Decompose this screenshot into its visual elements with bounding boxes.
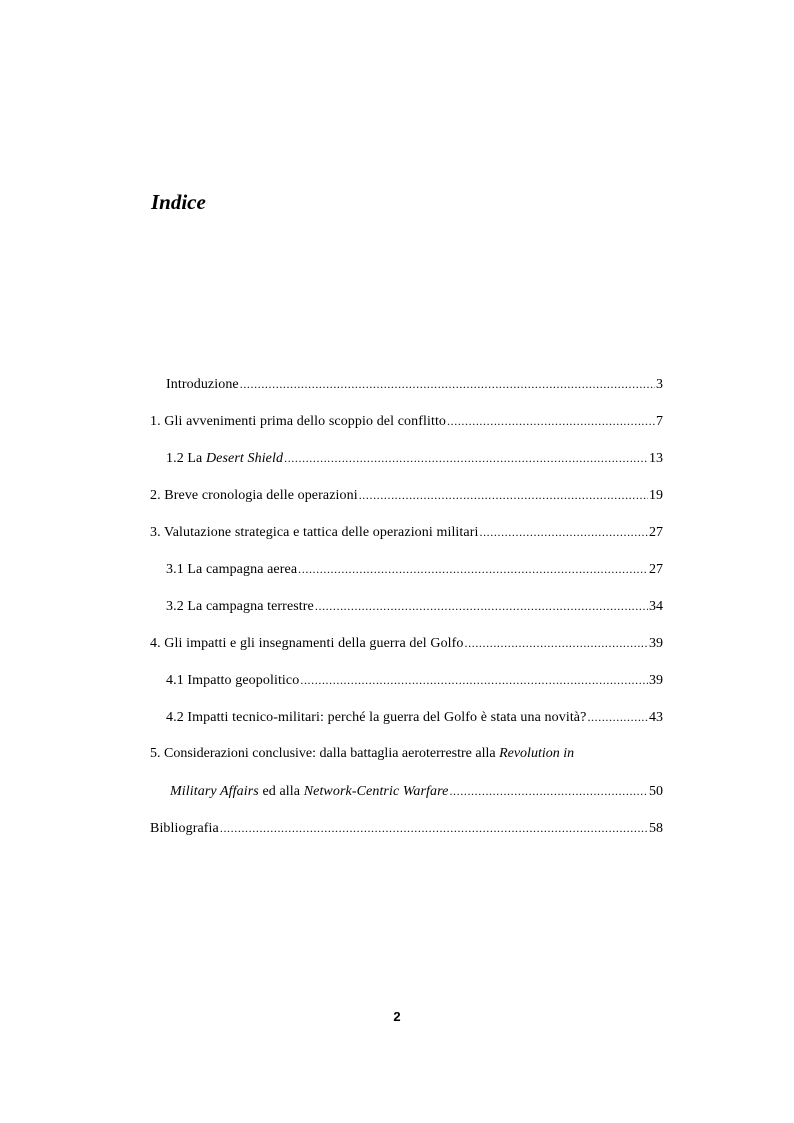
dot-leader	[587, 703, 648, 732]
toc-entry-page: 39	[649, 673, 663, 688]
toc-entry-page: 13	[649, 451, 663, 466]
toc-entry-chapter-5-line-2[interactable]	[150, 777, 663, 814]
toc-entry-label-prefix: 1.2 La	[166, 451, 206, 466]
toc-entry-label	[170, 778, 448, 806]
toc-entry-chapter-4[interactable]	[150, 629, 663, 666]
dot-leader	[465, 629, 648, 658]
toc-entry-label: 4.1 Impatto geopolitico	[166, 673, 300, 688]
dot-leader	[240, 370, 655, 399]
toc-entry-label: 3. Valutazione strategica e tattica delle operazioni militari	[150, 525, 479, 540]
toc-entry-label: 1. Gli avvenimenti prima dello scoppio del conflitto	[150, 414, 447, 429]
toc-entry-label-prefix: 5. Considerazioni conclusive: dalla battaglia aeroterrestre alla	[150, 746, 500, 761]
dot-leader	[315, 592, 648, 621]
dot-leader	[449, 777, 648, 806]
toc-entry-label: 3.2 La campagna terrestre	[166, 599, 314, 614]
toc-entry-bibliografia[interactable]	[150, 814, 663, 851]
dot-leader	[447, 407, 655, 436]
toc-entry-page: 27	[649, 525, 663, 540]
toc-entry-chapter-2[interactable]	[150, 481, 663, 518]
toc-entry-page: 34	[649, 599, 663, 614]
page-title: Indice	[151, 190, 206, 214]
toc-entry-page: 43	[649, 710, 663, 725]
toc-entry-section-1-2[interactable]	[150, 444, 663, 481]
toc-entry-label-italic: Desert Shield	[205, 451, 284, 466]
dot-leader	[359, 481, 648, 510]
toc-entry-label: Bibliografia	[150, 821, 219, 836]
toc-entry-section-3-1[interactable]	[150, 555, 663, 592]
toc-entry-page: 19	[649, 488, 663, 503]
toc-entry-chapter-1[interactable]	[150, 407, 663, 444]
toc-entry-section-4-1[interactable]	[150, 666, 663, 703]
toc-entry-page: 27	[649, 562, 663, 577]
toc-entry-page: 50	[649, 784, 663, 799]
toc-entry-section-4-2[interactable]	[150, 703, 663, 740]
dot-leader	[479, 518, 648, 547]
toc-entry-label: Introduzione	[166, 377, 239, 392]
toc-entry-section-3-2[interactable]	[150, 592, 663, 629]
toc-entry-label-italic-a: Military Affairs	[170, 784, 259, 799]
toc-entry-page: 58	[649, 821, 663, 836]
dot-leader	[298, 555, 648, 584]
toc-entry-label: 4. Gli impatti e gli insegnamenti della guerra del Golfo	[150, 636, 464, 651]
toc-entry-page: 3	[656, 377, 663, 392]
dot-leader	[300, 666, 648, 695]
toc-entry-chapter-3[interactable]	[150, 518, 663, 555]
page-number: 2	[393, 1009, 401, 1024]
toc-entry-chapter-5-line-1[interactable]	[150, 740, 663, 777]
dot-leader	[284, 444, 648, 473]
toc-entry-introduzione[interactable]	[150, 370, 663, 407]
toc-entry-label: 2. Breve cronologia delle operazioni	[150, 488, 358, 503]
toc-entry-label: 3.1 La campagna aerea	[166, 562, 298, 577]
dot-leader	[220, 814, 648, 843]
toc-entry-label-italic: Revolution in	[499, 746, 575, 761]
table-of-contents	[150, 370, 663, 851]
toc-entry-label-italic-b: Network-Centric Warfare	[303, 784, 449, 799]
toc-entry-label-mid: ed alla	[258, 784, 304, 799]
toc-entry-page: 39	[649, 636, 663, 651]
toc-entry-label	[166, 445, 283, 473]
toc-entry-label: 4.2 Impatti tecnico-militari: perché la guerra del Golfo è stata una novità?	[166, 710, 587, 725]
toc-entry-page: 7	[656, 414, 663, 429]
